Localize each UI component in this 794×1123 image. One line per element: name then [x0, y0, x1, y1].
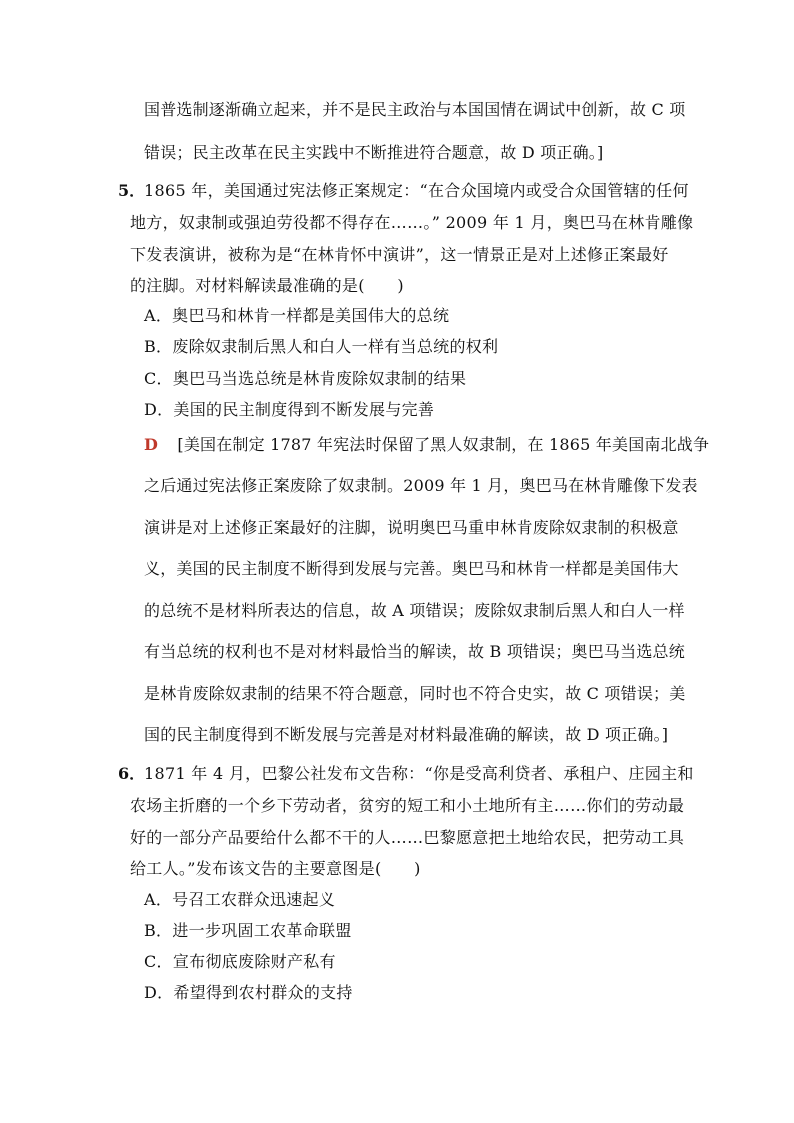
question-5-option-b: B．废除奴隶制后黑人和白人一样有当总统的权利: [144, 337, 499, 356]
question-6-stem-line-4: 给工人。”发布该文告的主要意图是( ): [130, 859, 421, 878]
question-5-explanation-line-1: [144, 435, 709, 455]
question-6-option-a: A．号召工农群众迅速起义: [144, 890, 336, 909]
question-5-explanation-line-7: 是林肯废除奴隶制的结果不符合题意，同时也不符合史实，故 C 项错误；美: [144, 684, 686, 703]
question-5-stem-line-1: 1865 年，美国通过宪法修正案规定：“在合众国境内或受合众国管辖的任何: [144, 181, 689, 200]
question-5-explanation-line-8: 国的民主制度得到不断发展与完善是对材料最准确的解读，故 D 项正确。]: [144, 725, 669, 744]
question-6-option-b: B．进一步巩固工农革命联盟: [144, 921, 352, 940]
prev-explanation-line-2: 错误；民主改革在民主实践中不断推进符合题意，故 D 项正确。]: [144, 143, 604, 162]
question-6-stem-line-2: 农场主折磨的一个乡下劳动者，贫穷的短工和小土地所有主……你们的劳动最: [130, 796, 685, 815]
question-6-stem-line-3: 好的一部分产品要给什么都不干的人……巴黎愿意把土地给农民，把劳动工具: [130, 828, 685, 847]
question-6-option-d: D．希望得到农村群众的支持: [144, 983, 353, 1002]
question-5-explanation-line-6: 有当总统的权利也不是对材料最恰当的解读，故 B 项错误；奥巴马当选总统: [144, 642, 685, 661]
question-5-answer: D: [144, 435, 159, 454]
question-5-stem-line-3: 下发表演讲，被称为是“在林肯怀中演讲”，这一情景正是对上述修正案最好: [130, 245, 669, 264]
question-5-stem-line-2: 地方，奴隶制或强迫劳役都不得存在……。” 2009 年 1 月，奥巴马在林肯雕像: [130, 213, 694, 232]
question-6-option-c: C．宣布彻底废除财产私有: [144, 952, 336, 971]
question-5-option-d: D．美国的民主制度得到不断发展与完善: [144, 400, 435, 419]
question-5-explanation-line-4: 义，美国的民主制度不断得到发展与完善。奥巴马和林肯一样都是美国伟大: [144, 559, 679, 578]
question-5-explanation-line-2: 之后通过宪法修正案废除了奴隶制。2009 年 1 月，奥巴马在林肯雕像下发表: [144, 476, 698, 495]
question-5-stem-line-4: 的注脚。对材料解读最准确的是( ): [130, 276, 404, 295]
question-5-explanation-start: [美国在制定 1787 年宪法时保留了黑人奴隶制，在 1865 年美国南北战争: [177, 435, 710, 454]
question-6-number: 6．: [118, 764, 146, 783]
question-6-stem-line-1: 1871 年 4 月，巴黎公社发布文告称：“你是受高利贷者、承租户、庄园主和: [144, 764, 694, 783]
prev-explanation-line-1: 国普选制逐渐确立起来，并不是民主政治与本国国情在调试中创新，故 C 项: [144, 100, 686, 119]
question-5-explanation-line-5: 的总统不是材料所表达的信息，故 A 项错误；废除奴隶制后黑人和白人一样: [144, 601, 685, 620]
question-5-option-c: C．奥巴马当选总统是林肯废除奴隶制的结果: [144, 369, 467, 388]
question-5-explanation-line-3: 演讲是对上述修正案最好的注脚，说明奥巴马重申林肯废除奴隶制的积极意: [144, 518, 679, 537]
question-5-option-a: A．奥巴马和林肯一样都是美国伟大的总统: [144, 306, 450, 325]
question-5-number: 5．: [118, 181, 146, 200]
